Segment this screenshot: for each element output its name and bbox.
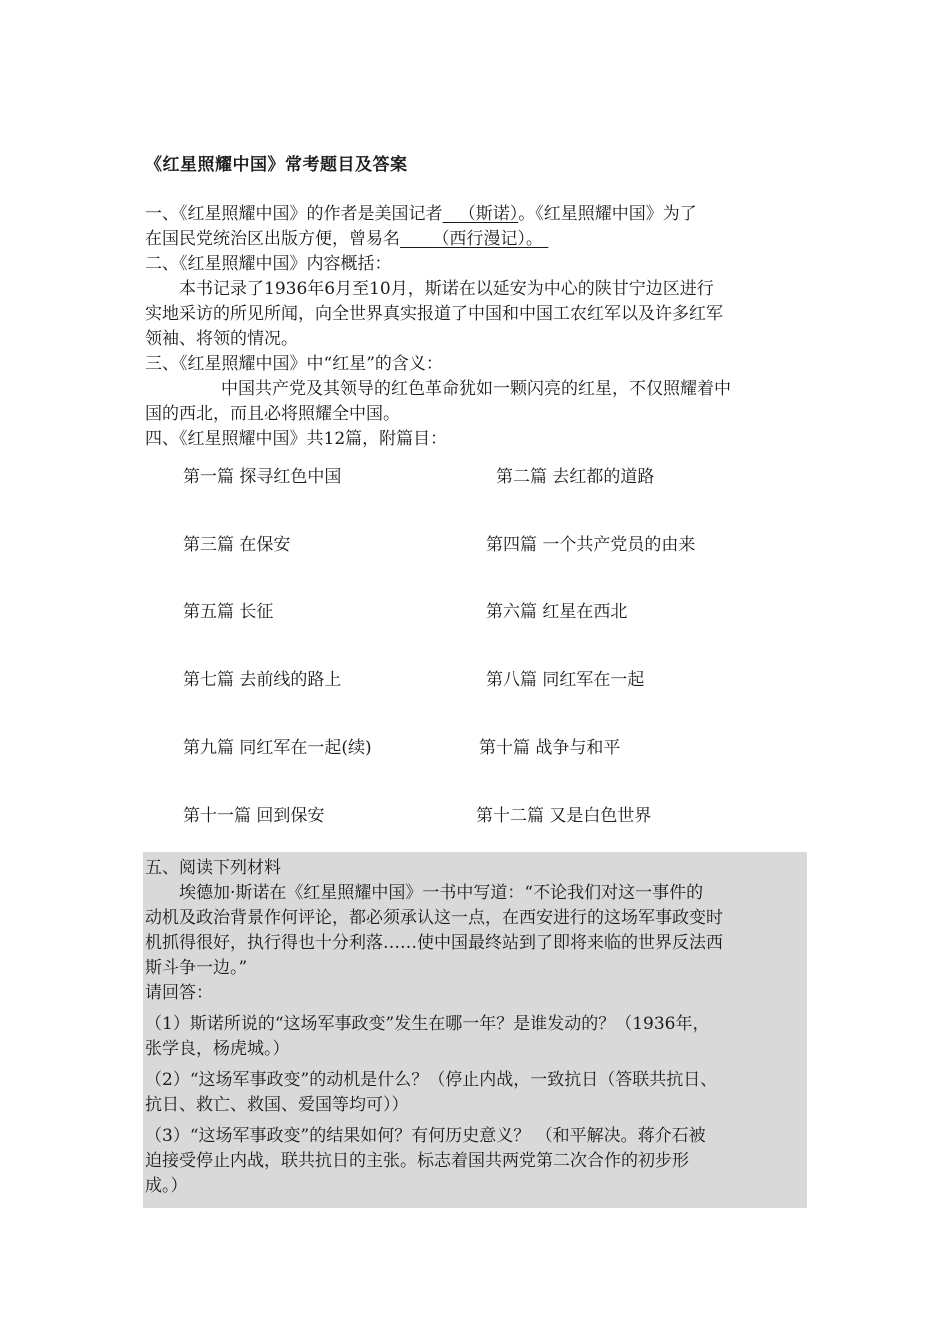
chapter-item: 第三篇 在保安 <box>183 535 291 555</box>
section-2-line-2: 实地采访的所见所闻，向全世界真实报道了中国和中国工农红军以及许多红军 <box>145 304 723 324</box>
question-1-line-1: （1）斯诺所说的“这场军事政变”发生在哪一年？是谁发动的？（1936年， <box>145 1014 710 1034</box>
quote-line-1: 埃德加·斯诺在《红星照耀中国》一书中写道：“不论我们对这一事件的 <box>179 883 704 903</box>
answer-prompt: 请回答： <box>145 983 213 1003</box>
chapter-item: 第九篇 同红军在一起(续) <box>183 738 372 758</box>
section-1-text-c: 在国民党统治区出版方便，曾易名 <box>145 229 400 249</box>
section-1-line-2 <box>145 227 810 252</box>
question-3-line-2: 迫接受停止内战，联共抗日的主张。标志着国共两党第二次合作的初步形 <box>145 1151 689 1171</box>
author-answer <box>443 204 519 224</box>
question-3-line-1: （3）“这场军事政变”的结果如何？有何历史意义？ （和平解决。蒋介石被 <box>145 1126 706 1146</box>
section-2-line-1: 本书记录了1936年6月至10月，斯诺在以延安为中心的陕甘宁边区进行 <box>179 279 714 299</box>
section-1-text-b: 。《红星照耀中国》为了 <box>518 204 697 224</box>
chapter-item: 第七篇 去前线的路上 <box>183 670 342 690</box>
chapter-item: 第六篇 红星在西北 <box>486 602 628 622</box>
quote-line-2: 动机及政治背景作何评论，都必须承认这一点，在西安进行的这场军事政变时 <box>145 908 723 928</box>
chapter-item: 第十一篇 回到保安 <box>183 806 325 826</box>
section-1-text-a: 一、《红星照耀中国》的作者是美国记者 <box>145 204 443 224</box>
chapter-item: 第十篇 战争与和平 <box>479 738 621 758</box>
section-1-line-1 <box>145 202 810 227</box>
chapter-item: 第二篇 去红都的道路 <box>496 467 655 487</box>
section-2-heading: 二、《红星照耀中国》内容概括： <box>145 254 392 274</box>
chapter-item: 第五篇 长征 <box>183 602 274 622</box>
section-5-heading: 五、阅读下列材料 <box>145 858 281 878</box>
chapter-item: 第四篇 一个共产党员的由来 <box>486 535 696 555</box>
section-1 <box>145 202 810 452</box>
quote-line-3: 机抓得很好，执行得也十分利落……使中国最终站到了即将来临的世界反法西 <box>145 933 723 953</box>
section-3-line-2: 国的西北，而且必将照耀全中国。 <box>145 404 400 424</box>
rename-answer-text: （西行漫记）。 <box>432 229 543 249</box>
section-4-heading: 四、《红星照耀中国》共12篇，附篇目： <box>145 429 448 449</box>
question-2-line-2: 抗日、救亡、救国、爱国等均可）） <box>145 1095 409 1115</box>
reading-material-box <box>143 852 807 1208</box>
question-3-line-3: 成。） <box>145 1176 188 1196</box>
section-3-heading: 三、《红星照耀中国》中“红星”的含义： <box>145 354 443 374</box>
chapter-item: 第一篇 探寻红色中国 <box>183 467 342 487</box>
chapter-item: 第十二篇 又是白色世界 <box>476 806 652 826</box>
section-3-line-1: 中国共产党及其领导的红色革命犹如一颗闪亮的红星，不仅照耀着中 <box>221 379 731 399</box>
quote-line-4: 斯斗争一边。” <box>145 958 248 978</box>
question-2-line-1: （2）“这场军事政变”的动机是什么？（停止内战，一致抗日（答联共抗日、 <box>145 1070 718 1090</box>
section-2-line-3: 领袖、将领的情况。 <box>145 329 298 349</box>
chapter-item: 第八篇 同红军在一起 <box>486 670 645 690</box>
document-title: 《红星照耀中国》常考题目及答案 <box>145 155 408 175</box>
author-answer-text: （斯诺） <box>458 204 519 224</box>
rename-answer <box>400 229 548 249</box>
question-1-line-2: 张学良，杨虎城。） <box>145 1039 290 1059</box>
